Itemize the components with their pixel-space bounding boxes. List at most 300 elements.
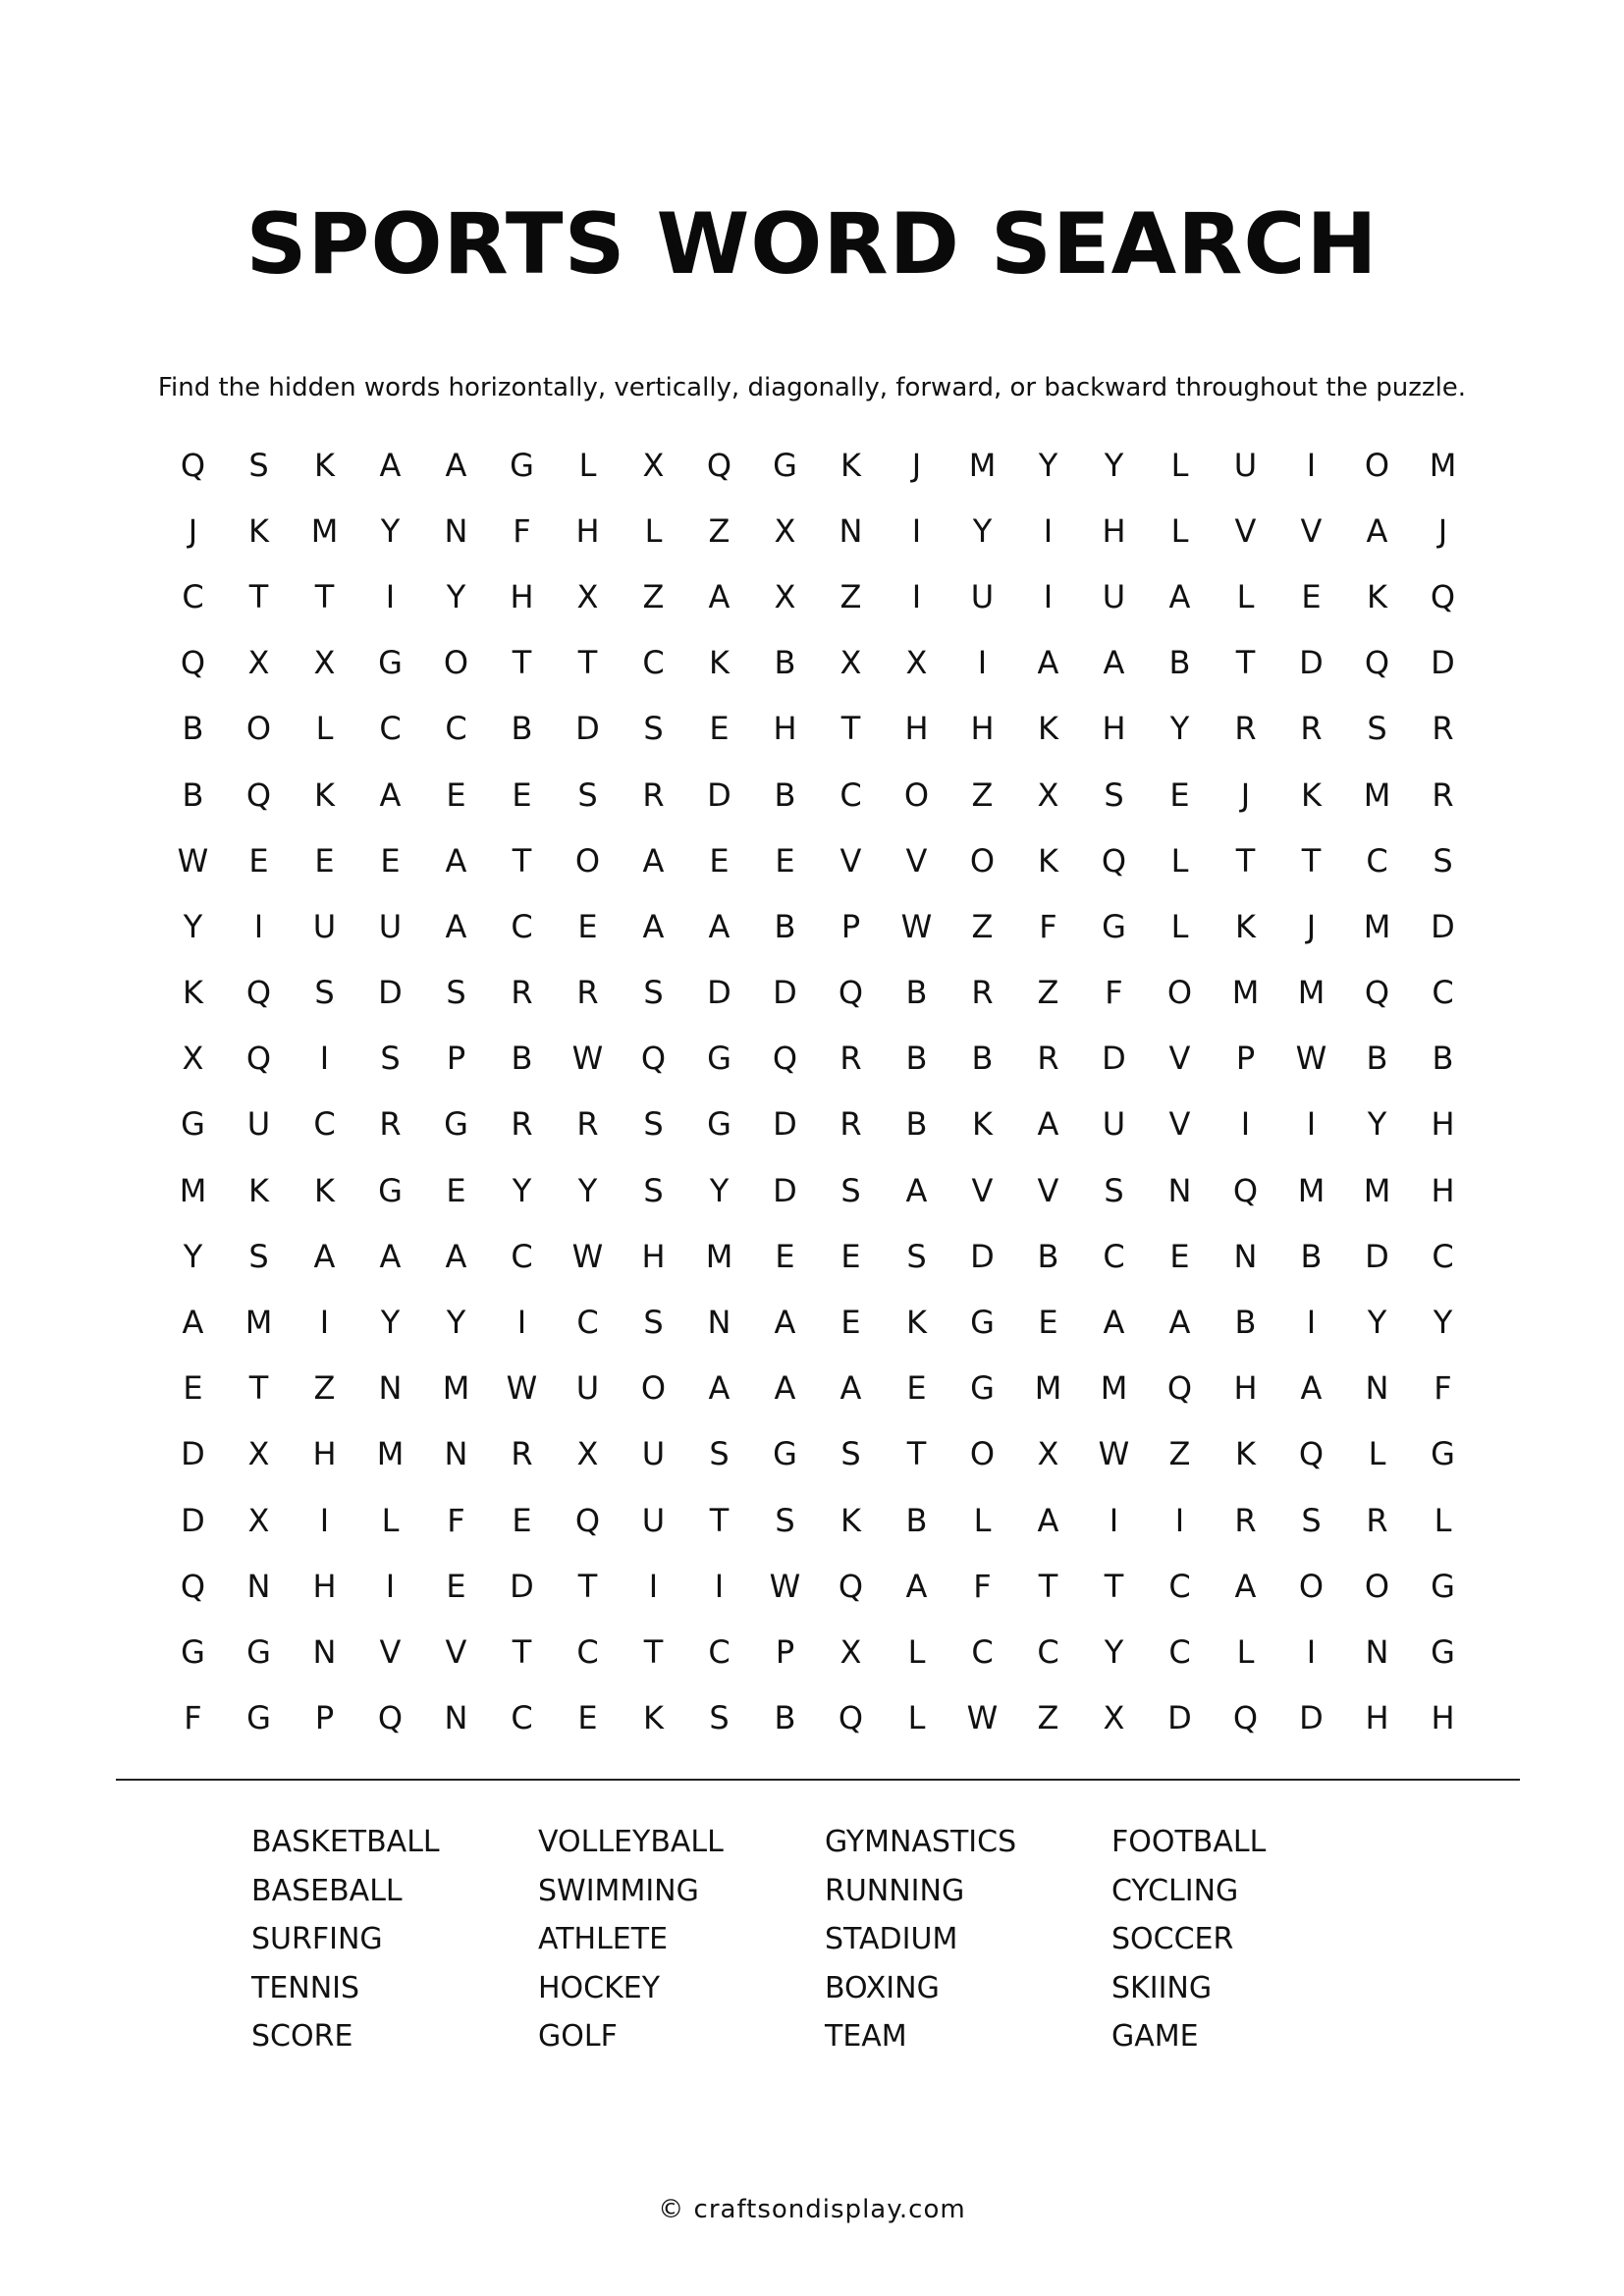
- grid-letter: E: [446, 1567, 466, 1605]
- grid-letter: I: [1306, 1105, 1317, 1144]
- grid-letter: Y: [972, 511, 993, 550]
- grid-letter: E: [577, 907, 598, 945]
- grid-letter: K: [1301, 775, 1322, 814]
- grid-letter: D: [181, 1501, 205, 1539]
- grid-letter: X: [839, 1632, 862, 1671]
- grid-letter: Q: [1298, 1435, 1325, 1473]
- grid-letter: B: [1037, 1237, 1059, 1275]
- grid-letter: N: [839, 511, 863, 550]
- grid-letter: T: [1104, 1567, 1124, 1605]
- grid-letter: E: [446, 775, 466, 814]
- grid-letter: G: [378, 1171, 403, 1209]
- grid-letter: B: [905, 974, 928, 1012]
- grid-letter: T: [248, 577, 269, 615]
- grid-letter: A: [1037, 1105, 1059, 1144]
- grid-letter: F: [973, 1567, 992, 1605]
- grid-letter: A: [445, 841, 467, 880]
- grid-letter: G: [1431, 1567, 1455, 1605]
- word-list-item: TENNIS: [251, 1970, 360, 2005]
- word-list-item: GYMNASTICS: [825, 1825, 1017, 1859]
- grid-letter: S: [577, 775, 598, 814]
- grid-letter: M: [1297, 1171, 1326, 1209]
- grid-letter: Q: [245, 974, 272, 1012]
- grid-letter: V: [971, 1171, 994, 1209]
- grid-letter: Z: [971, 775, 994, 814]
- grid-letter: L: [315, 710, 334, 748]
- grid-letter: M: [1363, 907, 1391, 945]
- grid-letter: E: [380, 841, 401, 880]
- grid-letter: E: [577, 1699, 598, 1737]
- grid-letter: X: [1037, 775, 1059, 814]
- grid-letter: A: [1366, 511, 1388, 550]
- grid-letter: O: [1364, 1567, 1390, 1605]
- grid-letter: M: [376, 1435, 405, 1473]
- grid-letter: M: [1429, 446, 1457, 484]
- grid-letter: Z: [1168, 1435, 1191, 1473]
- grid-letter: U: [312, 907, 337, 945]
- grid-letter: B: [774, 1699, 796, 1737]
- grid-letter: C: [511, 1237, 533, 1275]
- grid-letter: O: [574, 841, 601, 880]
- grid-letter: H: [1102, 511, 1126, 550]
- grid-letter: I: [911, 577, 922, 615]
- grid-letter: Y: [1433, 1304, 1453, 1342]
- grid-letter: E: [183, 1369, 203, 1408]
- grid-letter: A: [1234, 1567, 1257, 1605]
- grid-letter: K: [314, 775, 335, 814]
- grid-letter: K: [314, 1171, 335, 1209]
- grid-row: [160, 1356, 1476, 1421]
- grid-letter: D: [1431, 907, 1455, 945]
- grid-letter: X: [839, 644, 862, 682]
- grid-letter: T: [643, 1632, 664, 1671]
- word-list-item: SWIMMING: [538, 1873, 699, 1908]
- grid-letter: D: [181, 1435, 205, 1473]
- grid-letter: S: [643, 974, 664, 1012]
- grid-letter: I: [714, 1567, 725, 1605]
- grid-letter: D: [575, 710, 600, 748]
- grid-letter: J: [1240, 775, 1251, 814]
- grid-letter: H: [773, 710, 797, 748]
- grid-letter: G: [181, 1632, 205, 1671]
- grid-letter: C: [839, 775, 862, 814]
- grid-letter: B: [1168, 644, 1191, 682]
- grid-letter: K: [709, 644, 730, 682]
- grid-letter: K: [1235, 1435, 1256, 1473]
- grid-letter: X: [1103, 1699, 1125, 1737]
- page-title: SPORTS WORD SEARCH: [245, 194, 1379, 294]
- grid-letter: X: [774, 511, 796, 550]
- grid-letter: V: [905, 841, 928, 880]
- grid-letter: R: [379, 1105, 402, 1144]
- word-list-item: RUNNING: [825, 1873, 965, 1908]
- grid-letter: A: [379, 775, 402, 814]
- grid-row: [160, 1026, 1476, 1092]
- grid-letter: Y: [1367, 1304, 1387, 1342]
- grid-letter: I: [319, 1304, 330, 1342]
- grid-letter: I: [1043, 577, 1054, 615]
- grid-letter: A: [642, 841, 665, 880]
- grid-letter: M: [705, 1237, 733, 1275]
- grid-letter: Q: [180, 446, 206, 484]
- word-list-item: HOCKEY: [538, 1970, 661, 2005]
- grid-letter: U: [575, 1369, 600, 1408]
- grid-letter: U: [970, 577, 995, 615]
- grid-letter: Z: [971, 907, 994, 945]
- grid-letter: S: [248, 1237, 269, 1275]
- grid-letter: K: [248, 1171, 269, 1209]
- grid-letter: V: [445, 1632, 467, 1671]
- grid-letter: Q: [180, 644, 206, 682]
- word-list-item: FOOTBALL: [1111, 1825, 1267, 1859]
- grid-letter: S: [1433, 841, 1453, 880]
- grid-letter: T: [248, 1369, 269, 1408]
- grid-letter: X: [182, 1040, 204, 1078]
- grid-letter: K: [643, 1699, 664, 1737]
- grid-letter: F: [1434, 1369, 1452, 1408]
- grid-letter: H: [1233, 1369, 1258, 1408]
- grid-letter: V: [1234, 511, 1257, 550]
- grid-letter: A: [1037, 644, 1059, 682]
- grid-letter: U: [641, 1501, 666, 1539]
- grid-letter: N: [1365, 1369, 1389, 1408]
- grid-row: [160, 1619, 1476, 1684]
- grid-letter: U: [378, 907, 403, 945]
- grid-letter: Z: [642, 577, 665, 615]
- grid-letter: A: [708, 1369, 731, 1408]
- grid-letter: E: [775, 841, 795, 880]
- grid-letter: O: [969, 1435, 996, 1473]
- grid-letter: B: [905, 1105, 928, 1144]
- grid-letter: E: [512, 775, 532, 814]
- grid-letter: T: [512, 841, 532, 880]
- grid-letter: R: [971, 974, 994, 1012]
- grid-letter: G: [970, 1304, 995, 1342]
- grid-letter: N: [1233, 1237, 1258, 1275]
- grid-letter: E: [1169, 775, 1190, 814]
- grid-letter: S: [643, 1304, 664, 1342]
- grid-letter: C: [1168, 1632, 1191, 1671]
- grid-letter: Q: [245, 775, 272, 814]
- grid-letter: N: [378, 1369, 403, 1408]
- word-list-item: VOLLEYBALL: [538, 1825, 724, 1859]
- grid-letter: P: [1235, 1040, 1256, 1078]
- grid-letter: A: [905, 1567, 928, 1605]
- grid-letter: V: [1037, 1171, 1059, 1209]
- grid-letter: Y: [183, 907, 203, 945]
- grid-letter: R: [1300, 710, 1323, 748]
- grid-letter: S: [446, 974, 466, 1012]
- grid-letter: C: [576, 1304, 599, 1342]
- grid-letter: V: [1168, 1105, 1191, 1144]
- grid-letter: L: [1434, 1501, 1452, 1539]
- grid-letter: I: [385, 1567, 396, 1605]
- grid-letter: F: [513, 511, 531, 550]
- grid-letter: O: [640, 1369, 667, 1408]
- grid-letter: W: [506, 1369, 538, 1408]
- grid-letter: E: [314, 841, 335, 880]
- grid-letter: O: [443, 644, 469, 682]
- grid-letter: G: [246, 1699, 271, 1737]
- grid-letter: T: [512, 644, 532, 682]
- grid-letter: D: [707, 974, 731, 1012]
- grid-letter: O: [903, 775, 930, 814]
- grid-letter: C: [1432, 974, 1454, 1012]
- grid-letter: Q: [245, 1040, 272, 1078]
- grid-letter: C: [445, 710, 467, 748]
- word-list-item: SURFING: [251, 1922, 383, 1956]
- grid-letter: I: [1306, 1632, 1317, 1671]
- grid-letter: I: [648, 1567, 659, 1605]
- footer-credit: © craftsondisplay.com: [658, 2195, 966, 2224]
- grid-letter: X: [774, 577, 796, 615]
- grid-letter: B: [774, 644, 796, 682]
- grid-letter: F: [1039, 907, 1057, 945]
- grid-letter: C: [182, 577, 204, 615]
- grid-letter: M: [1034, 1369, 1062, 1408]
- grid-letter: Y: [446, 577, 466, 615]
- grid-letter: A: [1168, 577, 1191, 615]
- grid-letter: B: [511, 1040, 533, 1078]
- grid-letter: S: [248, 446, 269, 484]
- grid-letter: B: [182, 775, 204, 814]
- grid-letter: M: [1363, 775, 1391, 814]
- grid-letter: R: [511, 1435, 533, 1473]
- grid-letter: V: [379, 1632, 402, 1671]
- grid-letter: C: [642, 644, 665, 682]
- grid-letter: S: [1367, 710, 1387, 748]
- grid-letter: G: [970, 1369, 995, 1408]
- grid-letter: A: [1300, 1369, 1323, 1408]
- grid-letter: R: [1234, 710, 1257, 748]
- grid-letter: L: [1236, 1632, 1255, 1671]
- grid-letter: E: [840, 1237, 861, 1275]
- grid-letter: I: [1174, 1501, 1185, 1539]
- grid-row: [160, 828, 1476, 893]
- word-list-item: SCORE: [251, 2019, 353, 2054]
- grid-letter: K: [1038, 710, 1058, 748]
- grid-letter: H: [1431, 1105, 1455, 1144]
- grid-letter: V: [1168, 1040, 1191, 1078]
- grid-letter: A: [379, 1237, 402, 1275]
- grid-letter: L: [1170, 841, 1189, 880]
- grid-letter: B: [1300, 1237, 1323, 1275]
- grid-letter: A: [774, 1369, 796, 1408]
- grid-letter: K: [972, 1105, 993, 1144]
- grid-row: [160, 1157, 1476, 1223]
- grid-letter: R: [839, 1105, 862, 1144]
- grid-letter: B: [1366, 1040, 1388, 1078]
- grid-letter: H: [510, 577, 534, 615]
- grid-letter: H: [1365, 1699, 1389, 1737]
- grid-letter: H: [575, 511, 600, 550]
- grid-letter: Q: [838, 974, 864, 1012]
- grid-letter: R: [839, 1040, 862, 1078]
- word-list-item: BOXING: [825, 1970, 940, 2005]
- grid-letter: X: [642, 446, 665, 484]
- grid-letter: S: [1104, 775, 1124, 814]
- grid-letter: R: [1366, 1501, 1388, 1539]
- grid-letter: R: [1234, 1501, 1257, 1539]
- grid-letter: Y: [1104, 1632, 1124, 1671]
- grid-letter: M: [1297, 974, 1326, 1012]
- grid-letter: L: [1236, 577, 1255, 615]
- grid-letter: G: [246, 1632, 271, 1671]
- grid-letter: W: [900, 907, 933, 945]
- grid-letter: X: [247, 644, 270, 682]
- grid-letter: L: [907, 1699, 926, 1737]
- grid-letter: N: [1167, 1171, 1192, 1209]
- grid-letter: W: [571, 1237, 604, 1275]
- grid-letter: T: [314, 577, 335, 615]
- grid-letter: B: [1234, 1304, 1257, 1342]
- grid-letter: I: [516, 1304, 527, 1342]
- grid-letter: X: [247, 1501, 270, 1539]
- grid-letter: B: [905, 1501, 928, 1539]
- grid-letter: A: [445, 1237, 467, 1275]
- grid-letter: C: [1168, 1567, 1191, 1605]
- grid-letter: I: [253, 907, 264, 945]
- grid-letter: X: [313, 644, 336, 682]
- grid-letter: Y: [446, 1304, 466, 1342]
- grid-letter: B: [182, 710, 204, 748]
- grid-letter: S: [1301, 1501, 1322, 1539]
- grid-letter: Q: [1166, 1369, 1193, 1408]
- grid-letter: D: [1365, 1237, 1389, 1275]
- grid-letter: K: [1367, 577, 1387, 615]
- grid-letter: E: [775, 1237, 795, 1275]
- grid-letter: L: [578, 446, 597, 484]
- grid-letter: Y: [1367, 1105, 1387, 1144]
- grid-letter: U: [1102, 577, 1126, 615]
- grid-letter: E: [446, 1171, 466, 1209]
- grid-letter: Q: [1364, 974, 1390, 1012]
- grid-row: [160, 1223, 1476, 1289]
- grid-letter: M: [1100, 1369, 1128, 1408]
- grid-letter: L: [973, 1501, 992, 1539]
- grid-letter: Y: [1104, 446, 1124, 484]
- grid-letter: Z: [313, 1369, 336, 1408]
- grid-letter: Y: [183, 1237, 203, 1275]
- grid-letter: E: [906, 1369, 927, 1408]
- grid-letter: S: [314, 974, 335, 1012]
- grid-letter: G: [181, 1105, 205, 1144]
- grid-letter: N: [444, 511, 468, 550]
- grid-row: [160, 432, 1476, 498]
- grid-letter: A: [708, 907, 731, 945]
- grid-row: [160, 1421, 1476, 1487]
- grid-letter: A: [445, 446, 467, 484]
- grid-letter: X: [247, 1435, 270, 1473]
- grid-letter: D: [1299, 644, 1324, 682]
- grid-letter: G: [707, 1040, 731, 1078]
- grid-letter: D: [773, 1171, 797, 1209]
- grid-letter: C: [708, 1632, 731, 1671]
- grid-letter: K: [314, 446, 335, 484]
- grid-letter: B: [905, 1040, 928, 1078]
- grid-letter: H: [1102, 710, 1126, 748]
- grid-letter: H: [1431, 1171, 1455, 1209]
- grid-letter: X: [905, 644, 928, 682]
- grid-letter: G: [378, 644, 403, 682]
- grid-letter: G: [1431, 1435, 1455, 1473]
- word-list-item: TEAM: [825, 2019, 907, 2054]
- grid-letter: J: [188, 511, 198, 550]
- grid-letter: Q: [377, 1699, 404, 1737]
- grid-letter: P: [775, 1632, 795, 1671]
- grid-letter: K: [1038, 841, 1058, 880]
- grid-letter: T: [1038, 1567, 1058, 1605]
- grid-letter: A: [839, 1369, 862, 1408]
- word-list-item: ATHLETE: [538, 1922, 669, 1956]
- grid-letter: R: [576, 1105, 599, 1144]
- grid-letter: F: [1105, 974, 1123, 1012]
- grid-row: [160, 1289, 1476, 1355]
- grid-letter: R: [1037, 1040, 1059, 1078]
- grid-letter: C: [1432, 1237, 1454, 1275]
- grid-letter: Y: [380, 511, 401, 550]
- grid-letter: D: [1102, 1040, 1126, 1078]
- grid-letter: G: [773, 1435, 797, 1473]
- grid-letter: R: [1432, 710, 1454, 748]
- grid-letter: Q: [1101, 841, 1127, 880]
- grid-letter: X: [1037, 1435, 1059, 1473]
- grid-letter: E: [1301, 577, 1322, 615]
- grid-letter: L: [644, 511, 663, 550]
- grid-letter: C: [511, 1699, 533, 1737]
- grid-letter: H: [312, 1567, 337, 1605]
- letter-grid: [160, 432, 1476, 1751]
- word-list-item: SKIING: [1111, 1970, 1213, 2005]
- grid-letter: C: [511, 907, 533, 945]
- grid-letter: Q: [1364, 644, 1390, 682]
- grid-row: [160, 1487, 1476, 1553]
- grid-letter: P: [446, 1040, 466, 1078]
- grid-letter: J: [1306, 907, 1317, 945]
- grid-letter: W: [177, 841, 209, 880]
- grid-letter: F: [447, 1501, 465, 1539]
- grid-letter: Q: [838, 1567, 864, 1605]
- grid-letter: L: [907, 1632, 926, 1671]
- grid-letter: E: [709, 841, 730, 880]
- grid-letter: S: [906, 1237, 927, 1275]
- grid-row: [160, 960, 1476, 1026]
- grid-letter: U: [641, 1435, 666, 1473]
- grid-letter: A: [445, 907, 467, 945]
- grid-letter: R: [576, 974, 599, 1012]
- grid-letter: V: [1300, 511, 1323, 550]
- grid-letter: N: [312, 1632, 337, 1671]
- grid-letter: T: [840, 710, 861, 748]
- grid-letter: L: [1170, 511, 1189, 550]
- grid-letter: O: [1166, 974, 1193, 1012]
- grid-letter: E: [248, 841, 269, 880]
- grid-letter: L: [1170, 446, 1189, 484]
- grid-letter: A: [905, 1171, 928, 1209]
- grid-letter: F: [184, 1699, 202, 1737]
- grid-letter: R: [642, 775, 665, 814]
- grid-letter: D: [773, 974, 797, 1012]
- grid-letter: M: [179, 1171, 207, 1209]
- grid-letter: S: [643, 1105, 664, 1144]
- grid-letter: K: [906, 1304, 927, 1342]
- grid-letter: R: [511, 974, 533, 1012]
- grid-letter: C: [1366, 841, 1388, 880]
- grid-letter: Q: [180, 1567, 206, 1605]
- divider: [116, 1779, 1520, 1781]
- grid-letter: Z: [839, 577, 862, 615]
- word-list-item: CYCLING: [1111, 1873, 1239, 1908]
